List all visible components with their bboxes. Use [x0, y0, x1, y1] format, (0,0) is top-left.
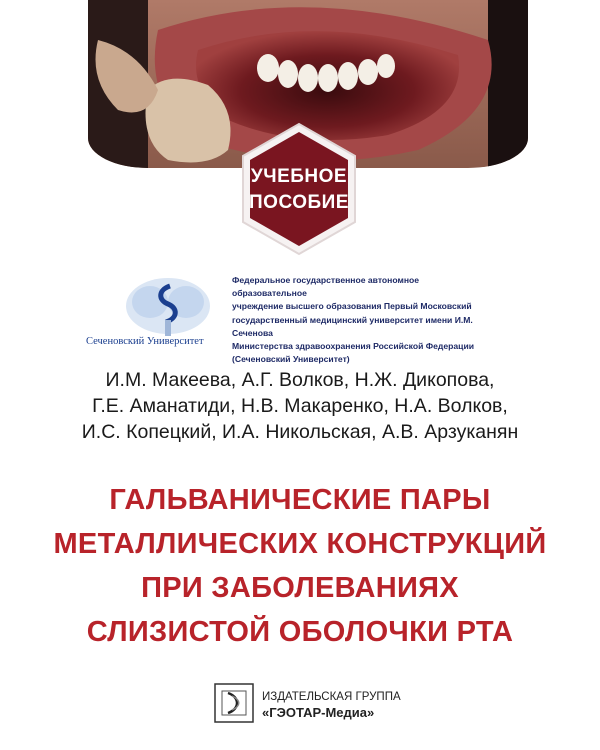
institution-line: государственный медицинский университет имени И.М. Сеченова	[232, 314, 473, 338]
badge-line-1: УЧЕБНОЕ	[250, 166, 348, 187]
geotar-media-logo-icon	[214, 683, 254, 723]
institution-line: (Сеченовский Университет)	[232, 354, 350, 365]
authors-line: И.С. Копецкий, И.А. Никольская, А.В. Арзуканян	[81, 421, 519, 443]
badge-line-2: ПОСОБИЕ	[249, 192, 349, 213]
institution-line: Федеральное государственное автономное образовательное	[232, 275, 420, 299]
title-line: ПРИ ЗАБОЛЕВАНИЯХ	[141, 572, 459, 604]
authors-line: И.М. Макеева, А.Г. Волков, Н.Ж. Дикопова,	[105, 369, 495, 391]
title-line: СЛИЗИСТОЙ ОБОЛОЧКИ РТА	[86, 616, 514, 648]
university-name: Сеченовский Университет	[86, 336, 204, 347]
study-guide-badge	[230, 120, 368, 258]
publisher-line-2: «ГЭОТАР-Медиа»	[262, 705, 375, 720]
publisher-line-1: ИЗДАТЕЛЬСКАЯ ГРУППА	[262, 691, 401, 703]
publisher	[262, 689, 401, 721]
title-line: ГАЛЬВАНИЧЕСКИЕ ПАРЫ	[109, 484, 491, 516]
authors-line: Г.Е. Аманатиди, Н.В. Макаренко, Н.А. Волков,	[92, 395, 508, 417]
institution-line: учреждение высшего образования Первый Московский	[232, 301, 472, 312]
institution-description	[232, 274, 492, 366]
book-title	[30, 478, 570, 654]
institution-line: Министерства здравоохранения Российской Федерации	[232, 341, 475, 352]
title-line: МЕТАЛЛИЧЕСКИХ КОНСТРУКЦИЙ	[53, 528, 547, 560]
authors	[40, 367, 560, 445]
